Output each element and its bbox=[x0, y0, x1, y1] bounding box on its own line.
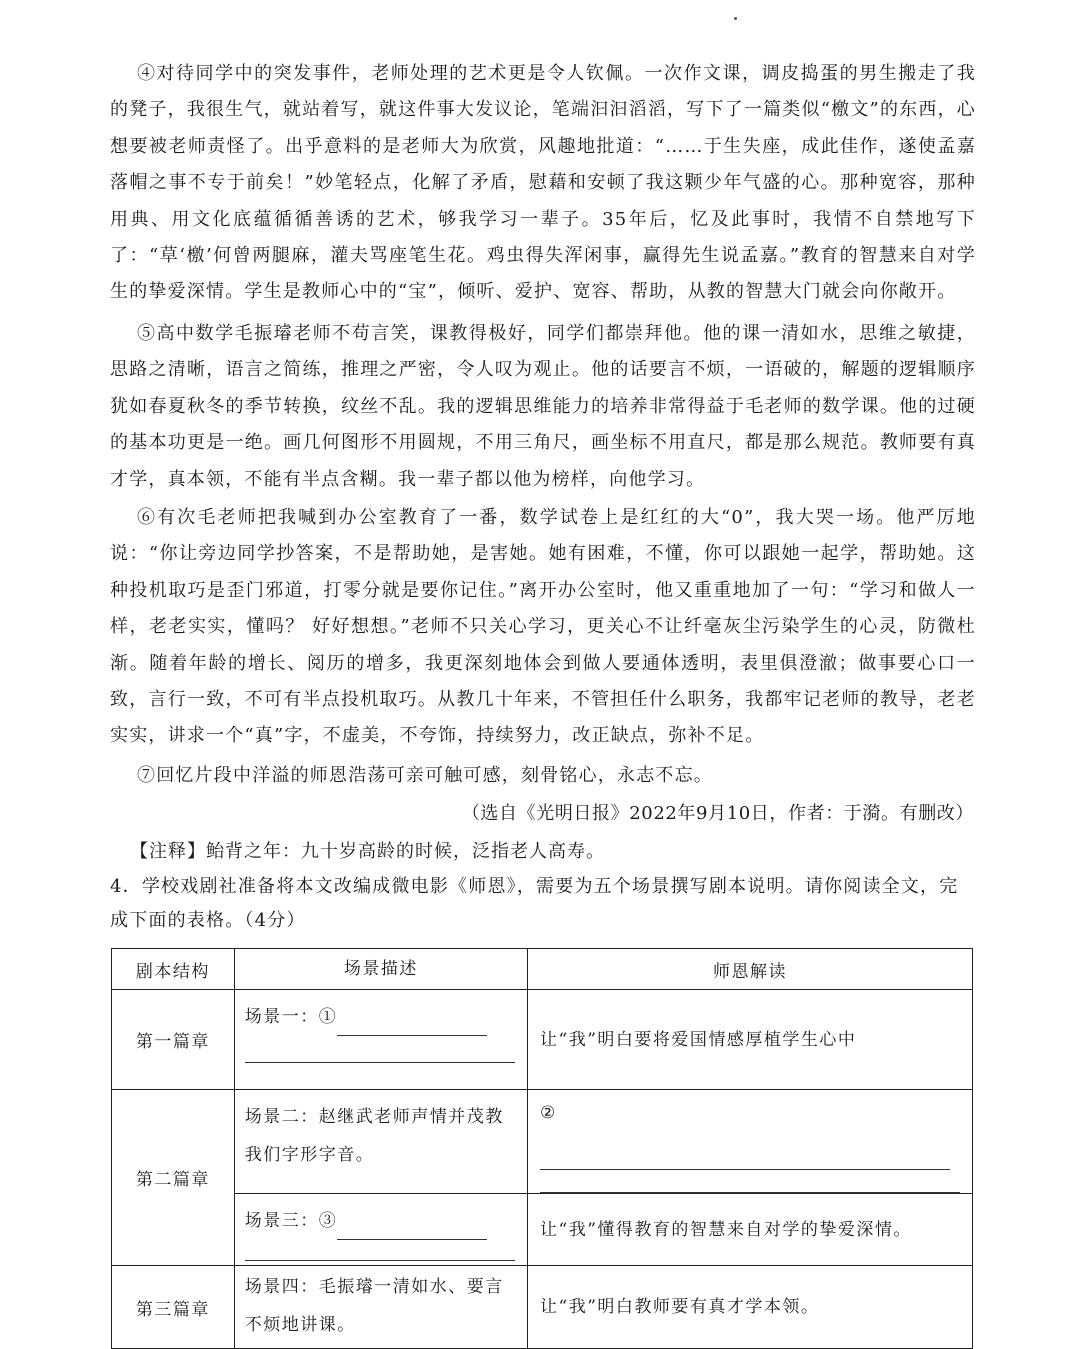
paragraph-4: ④对待同学中的突发事件，老师处理的艺术更是令人钦佩。一次作文课，调皮捣蛋的男生搬走了我的凳子，我很生气，就站着写，就这件事大发议论，笔端汩汩滔滔，写下了一篇类似“檄文”的东西，心想要被老师责怪了。出乎意料的是老师大为欣赏，风趣地批道：“……于生失座，成此佳作，遂使孟嘉落帽之事不专于前矣！”妙笔轻点，化解了矛盾，慰藉和安顿了我这颗少年气盛的心。那种宽容，那种用典、用文化底蕴循循善诱的艺术，够我学习一辈子。35年后，忆及此事时，我情不自禁地写下了：“草‘檄’何曾两腿麻，灌夫骂座笔生花。鸡虫得失浑闲事，赢得先生说孟嘉。”教育的智慧来自对学生的挚爱深情。学生是教师心中的“宝”，倾听、爱护、宽容、帮助，从教的智慧大门就会向你敞开。 bbox=[110, 63, 976, 303]
chapter-2: 第二篇章 bbox=[112, 1090, 235, 1266]
table-row bbox=[112, 990, 973, 1090]
scene-1-label: 场景一：① bbox=[244, 1007, 338, 1027]
scene-2: 场景二：赵继武老师声情并茂教我们字形字音。 bbox=[234, 1090, 527, 1194]
source-citation: （选自《光明日报》2022年9月10日，作者：于漪。有删改） bbox=[461, 803, 974, 824]
header-scene: 场景描述 bbox=[234, 949, 527, 990]
header-reading: 师恩解读 bbox=[528, 949, 973, 990]
scene-4: 场景四：毛振璿一清如水、要言不烦地讲课。 bbox=[234, 1266, 527, 1349]
chapter-1: 第一篇章 bbox=[112, 990, 235, 1090]
paragraph-7: ⑦回忆片段中洋溢的师恩浩荡可亲可触可感，刻骨铭心，永志不忘。 bbox=[137, 765, 713, 786]
paragraph-5: ⑤高中数学毛振璿老师不苟言笑，课教得极好，同学们都崇拜他。他的课一清如水，思维之敏捷，思路之清晰，语言之简练，推理之严密，令人叹为观止。他的话要言不烦，一语破的，解题的逻辑顺序犹如春夏秋冬的季节转换，纹丝不乱。我的逻辑思维能力的培养非常得益于毛老师的数学课。他的过硬的基本功更是一绝。画几何图形不用圆规，不用三角尺，画坐标不用直尺，都是那么规范。教师要有真才学，真本领，不能有半点含糊。我一辈子都以他为榜样，向他学习。 bbox=[110, 323, 976, 490]
scene-1-blank[interactable] bbox=[337, 1013, 487, 1036]
annotation-note: 【注释】鲐背之年：九十岁高龄的时候，泛指老人高寿。 bbox=[130, 841, 605, 862]
reading-2-blank-line[interactable] bbox=[540, 1170, 960, 1193]
paragraph-6: ⑥有次毛老师把我喊到办公室教育了一番，数学试卷上是红红的大“0”，我大哭一场。他严厉地说：“你让旁边同学抄答案，不是帮助她，是害她。她有困难，不懂，你可以跟她一起学，帮助她。这种投机取巧是歪门邪道，打零分就是要你记住。”离开办公室时，他又重重地加了一句：“学习和做人一样，老老实实，懂吗？ 好好想想。”老师不只关心学习，更关心不让纤毫灰尘污染学生的心灵，防微杜渐。随着年龄的增长、阅历的增多，我更深刻地体会到做人要通体透明，表里俱澄澈；做事要心口一致，言行一致，不可有半点投机取巧。从教几十年来，不管担任什么职务，我都牢记老师的教导，老老实实，讲求一个“真”字，不虚美，不夸饰，持续努力，改正缺点，弥补不足。 bbox=[110, 507, 976, 747]
scene-3-label: 场景三：③ bbox=[244, 1211, 338, 1231]
reading-2-blank[interactable] bbox=[540, 1147, 950, 1170]
header-structure: 剧本结构 bbox=[112, 949, 235, 990]
chapter-3: 第三篇章 bbox=[112, 1266, 235, 1349]
reading-2-label: ② bbox=[540, 1103, 557, 1123]
reading-1: 让“我”明白要将爱国情感厚植学生心中 bbox=[528, 990, 973, 1090]
reading-2-cell bbox=[528, 1090, 973, 1194]
scene-3-blank[interactable] bbox=[337, 1217, 487, 1240]
table-row bbox=[112, 1194, 973, 1266]
script-table bbox=[111, 948, 973, 1349]
reading-3: 让“我”懂得教育的智慧来自对学的挚爱深情。 bbox=[528, 1194, 973, 1266]
table-header-row bbox=[112, 949, 973, 990]
scene-3-cell bbox=[234, 1194, 527, 1266]
scene-3-blank-line[interactable] bbox=[245, 1240, 515, 1261]
scene-1-blank-line[interactable] bbox=[245, 1036, 515, 1063]
question-4: 4．学校戏剧社准备将本文改编成微电影《师恩》，需要为五个场景撰写剧本说明。请你阅读全文，完成下面的表格。（4分） bbox=[110, 876, 959, 931]
scan-dot bbox=[734, 17, 737, 20]
scene-1-cell bbox=[234, 990, 527, 1090]
table-row bbox=[112, 1090, 973, 1194]
table-row bbox=[112, 1266, 973, 1349]
reading-4: 让“我”明白教师要有真才学本领。 bbox=[528, 1266, 973, 1349]
